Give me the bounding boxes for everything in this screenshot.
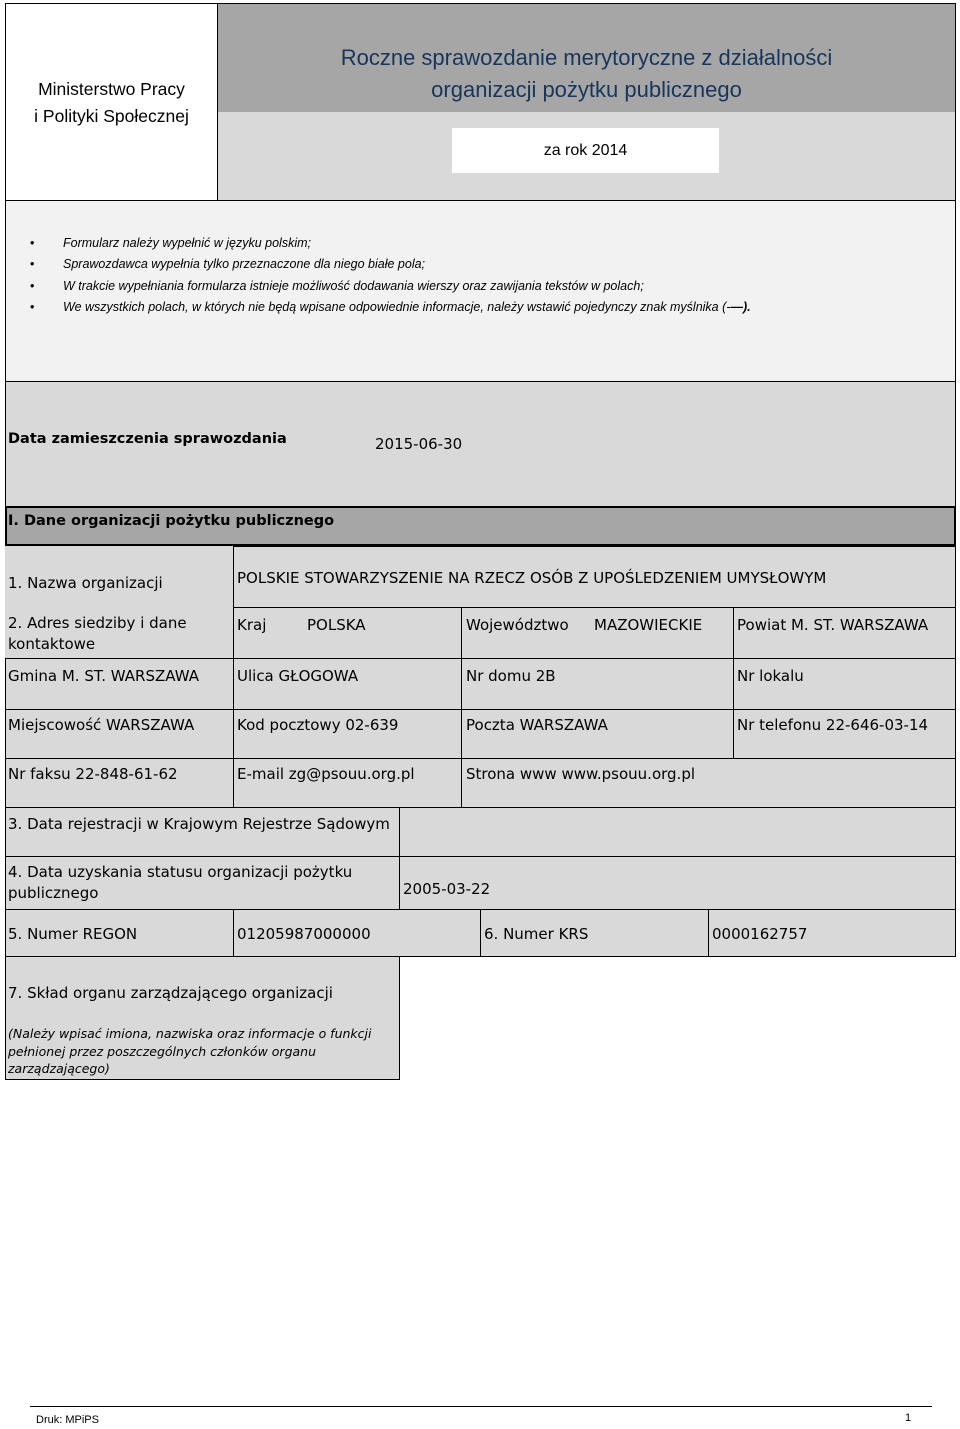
report-title-line-1: Roczne sprawozdanie merytoryczne z działalności xyxy=(340,45,833,70)
year-field[interactable] xyxy=(452,128,719,173)
report-title-line-2: organizacji pożytku publicznego xyxy=(431,77,742,102)
org-name-value: POLSKIE STOWARZYSZENIE NA RZECZ OSÓB Z UPOŚLEDZENIEM UMYSŁOWYM xyxy=(237,569,827,587)
footer-rule xyxy=(30,1406,932,1407)
instruction-item: • W trakcie wypełniania formularza istnieje możliwość dodawania wierszy oraz zawijania tekstów w polach; xyxy=(30,276,751,297)
instruction-dash: —). xyxy=(730,299,751,314)
board-note: (Należy wpisać imiona, nazwiska oraz informacje o funkcji pełnionej przez poszczególnych członków organu zarządzającego) xyxy=(8,1026,372,1076)
gmina-value: Gmina M. ST. WARSZAWA xyxy=(8,667,199,685)
miejscowosc-value: Miejscowość WARSZAWA xyxy=(8,716,195,734)
ulica-value: Ulica GŁOGOWA xyxy=(237,667,359,685)
ministry-line-1: Ministerstwo Pracy xyxy=(38,79,185,99)
nr-domu-value: Nr domu 2B xyxy=(466,667,556,685)
regon-value: 01205987000000 xyxy=(237,925,371,943)
nr-lokalu-value: Nr lokalu xyxy=(737,667,804,685)
strona-www-value: Strona www www.psouu.org.pl xyxy=(466,765,696,783)
ministry-line-2: i Polityki Społecznej xyxy=(34,106,189,126)
section-title: I. Dane organizacji pożytku publicznego xyxy=(8,513,335,529)
page-number: 1 xyxy=(905,1412,912,1424)
publication-date-label: Data zamieszczenia sprawozdania xyxy=(8,431,287,447)
instructions-list xyxy=(30,233,751,318)
print-label: Druk: MPiPS xyxy=(36,1414,99,1426)
nr-faksu-value: Nr faksu 22-848-61-62 xyxy=(8,765,178,783)
publication-date-value[interactable]: 2015-06-30 xyxy=(375,435,463,453)
instruction-item: • We wszystkich polach, w których nie będą wpisane odpowiednie informacje, należy wstawić pojedynczy znak myślnika (-—). xyxy=(30,297,751,318)
wojewodztwo-value: MAZOWIECKIE xyxy=(594,616,703,634)
krs-value: 0000162757 xyxy=(712,925,808,943)
kraj-label: Kraj xyxy=(237,616,267,634)
bullet-icon: • xyxy=(30,257,35,272)
poczta-value: Poczta WARSZAWA xyxy=(466,716,608,734)
powiat-value: Powiat M. ST. WARSZAWA xyxy=(737,616,929,634)
opp-status-value: 2005-03-22 xyxy=(403,880,491,898)
email-value: E-mail zg@psouu.org.pl xyxy=(237,765,415,783)
bullet-icon: • xyxy=(30,236,35,250)
report-title xyxy=(218,42,955,106)
bullet-icon: • xyxy=(30,278,35,293)
year-label: za rok 2014 xyxy=(543,142,628,159)
bullet-icon: • xyxy=(30,299,35,314)
ministry-name xyxy=(5,76,218,130)
regon-label: 5. Numer REGON xyxy=(8,925,138,943)
instruction-item: • Formularz należy wypełnić w języku polskim; xyxy=(30,233,751,254)
kod-pocztowy-value: Kod pocztowy 02-639 xyxy=(237,716,399,734)
address-label: 2. Adres siedziby i dane kontaktowe xyxy=(8,614,187,653)
krs-date-field[interactable] xyxy=(399,807,956,857)
kraj-value: POLSKA xyxy=(307,616,366,634)
wojewodztwo-label: Województwo xyxy=(466,616,569,634)
opp-status-label: 4. Data uzyskania statusu organizacji pożytku publicznego xyxy=(8,863,353,902)
org-name-label: 1. Nazwa organizacji xyxy=(8,574,163,592)
krs-date-label: 3. Data rejestracji w Krajowym Rejestrze Sądowym xyxy=(8,815,390,833)
instruction-item: • Sprawozdawca wypełnia tylko przeznaczone dla niego białe pola; xyxy=(30,254,751,275)
krs-label: 6. Numer KRS xyxy=(484,925,589,943)
board-label: 7. Skład organu zarządzającego organizacji xyxy=(8,984,333,1002)
nr-telefonu-value: Nr telefonu 22-646-03-14 xyxy=(737,716,929,734)
